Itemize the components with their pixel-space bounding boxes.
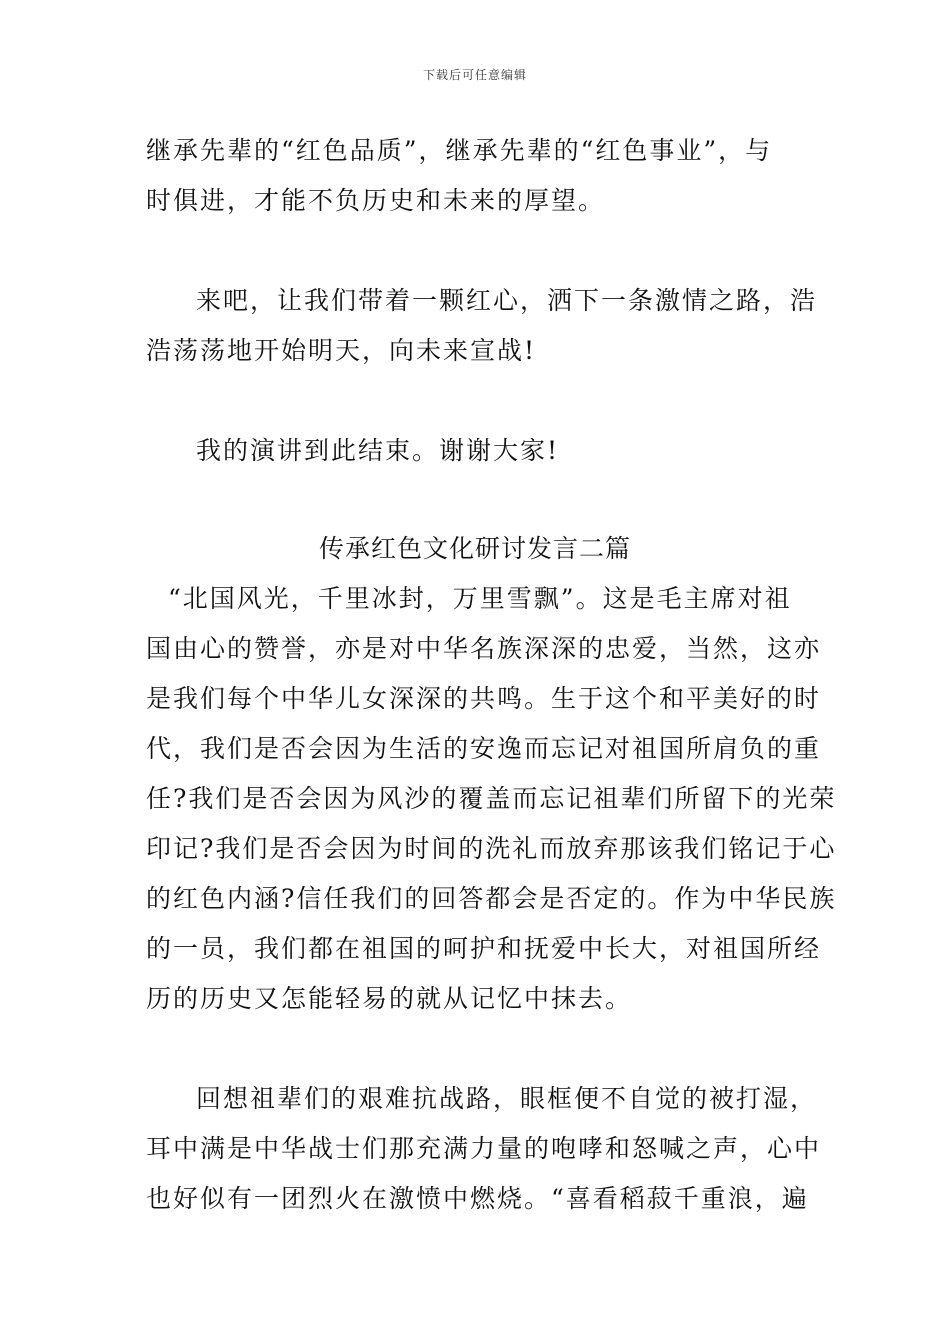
body-line: “北国风光，千里冰封，万里雪飘”。这是毛主席对祖 (168, 584, 792, 613)
body-line: 历的历史又怎能轻易的就从记忆中抹去。 (146, 984, 633, 1013)
body-line: 耳中满是中华战士们那充满力量的咆哮和怒喊之声，心中 (146, 1134, 822, 1163)
body-line: 也好似有一团烈火在激愤中燃烧。“喜看稻菽千重浪，遍 (146, 1184, 809, 1213)
body-line: 浩荡荡地开始明天，向未来宣战! (146, 336, 537, 365)
body-line: 任?我们是否会因为风沙的覆盖而忘记祖辈们所留下的光荣 (146, 784, 837, 813)
body-line: 我的演讲到此结束。谢谢大家! (196, 436, 560, 465)
body-line: 时俱进，才能不负历史和未来的厚望。 (146, 186, 606, 215)
page-header: 下载后可任意编辑 (422, 68, 527, 82)
body-line: 印记?我们是否会因为时间的洗礼而放弃那该我们铭记于心 (146, 834, 837, 863)
body-line: 回想祖辈们的艰难抗战路，眼框便不自觉的被打湿， (196, 1084, 818, 1113)
body-line: 的一员，我们都在祖国的呵护和抚爱中长大，对祖国所经 (146, 934, 822, 963)
body-line: 的红色内涵?信任我们的回答都会是否定的。作为中华民族 (146, 884, 837, 913)
body-line: 继承先辈的“红色品质”，继承先辈的“红色事业”，与 (146, 136, 773, 165)
section-title: 传承红色文化研讨发言二篇 (318, 534, 631, 563)
body-line: 来吧，让我们带着一颗红心，洒下一条激情之路，浩 (196, 286, 818, 315)
body-line: 国由心的赞誉，亦是对中华名族深深的忠爱，当然，这亦 (146, 634, 822, 663)
body-line: 是我们每个中华儿女深深的共鸣。生于这个和平美好的时 (146, 684, 822, 713)
body-line: 代，我们是否会因为生活的安逸而忘记对祖国所肩负的重 (146, 734, 822, 763)
